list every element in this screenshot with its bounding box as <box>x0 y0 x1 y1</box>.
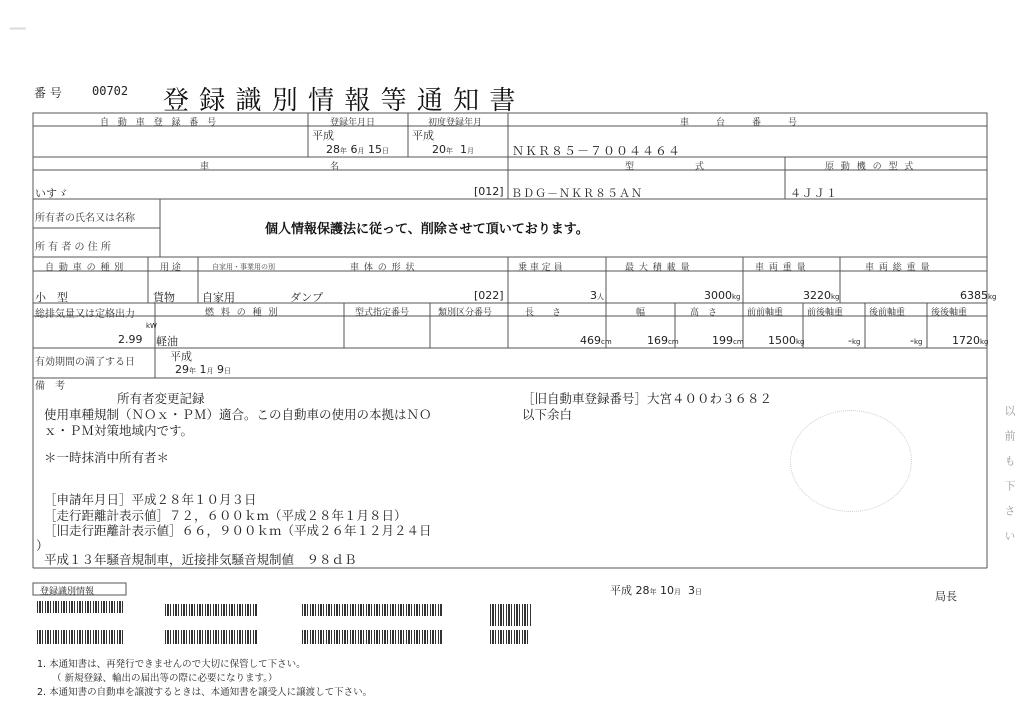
width-label: 幅 <box>636 308 646 318</box>
cm-unit: cm <box>601 338 612 346</box>
reg-date-month: 6 <box>350 143 358 156</box>
weight-value: 3220 <box>803 289 831 302</box>
unit-day: 日 <box>382 147 389 155</box>
note-1: 1. 本通知書は、再発行できませんので大切に保管して下さい。 <box>37 659 306 670</box>
kg-unit: kg <box>732 293 741 301</box>
rf-axle-value: - <box>910 334 914 347</box>
capacity-unit: 人 <box>597 293 604 301</box>
capacity-value: 3 <box>590 289 597 302</box>
id-info-label: 登録識別情報 <box>40 587 95 597</box>
remarks-end: 以下余白 <box>522 407 573 422</box>
code-block-4a <box>490 604 532 626</box>
remarks-line2: 使用車種規制（ＮＯｘ・ＰＭ）適合。この自動車の使用の本拠はＮＯ <box>44 407 432 422</box>
body-code: [022] <box>474 289 504 302</box>
height-value: 199 <box>712 334 733 347</box>
expiry-era: 平成 <box>170 350 192 363</box>
kind-label: 自 動 車 の 種 別 <box>45 263 125 273</box>
issue-era: 平成 <box>610 584 632 597</box>
type-designation-label: 型式指定番号 <box>355 308 410 318</box>
reg-date-label: 登録年月日 <box>330 118 376 128</box>
name-label: 名 <box>330 162 340 172</box>
remarks-line8: ） <box>36 538 49 553</box>
kg-unit: kg <box>831 293 840 301</box>
gross-label: 車 両 総 重 量 <box>865 263 931 273</box>
use: 貨物 <box>153 291 175 304</box>
weight-label: 車 両 重 量 <box>755 263 807 273</box>
kind: 小 型 <box>35 291 68 304</box>
rr-axle-label: 後後軸重 <box>931 308 968 318</box>
rr-axle <box>952 334 989 347</box>
old-reg-number: ［旧自動車登録番号］大宮４００わ３６８２ <box>522 391 773 406</box>
maker: いすゞ <box>35 187 68 200</box>
issue-date <box>610 582 702 598</box>
kg-unit: kg <box>913 338 923 346</box>
owner-name-label: 所有者の氏名又は名称 <box>35 213 135 224</box>
model-code: [012] <box>474 185 504 198</box>
chassis-number: ＮＫＲ８５－７００４４６４ <box>512 144 682 158</box>
code-block-3a <box>302 604 442 616</box>
rf-axle <box>910 334 922 347</box>
stamp-smudge <box>790 410 912 512</box>
code-block-2a <box>165 604 257 616</box>
length-value: 469 <box>580 334 601 347</box>
cm-unit: cm <box>733 338 744 346</box>
capacity-label: 乗 車 定 員 <box>518 263 563 273</box>
unit-year: 年 <box>446 147 453 155</box>
engine-model: ４ＪＪ１ <box>790 187 838 200</box>
max-load-label: 最 大 積 載 量 <box>625 263 691 273</box>
displacement-unit: kW <box>146 322 157 330</box>
unit-year: 年 <box>189 367 196 375</box>
category-label: 類別区分番号 <box>438 308 493 318</box>
kg-unit: kg <box>851 338 861 346</box>
reg-date-year: 28 <box>326 143 340 156</box>
bureau-chief: 局長 <box>935 590 957 603</box>
unit-year: 年 <box>340 147 347 155</box>
page-title: 登 録 識 別 情 報 等 通 知 書 <box>163 86 517 116</box>
engine-label: 原 動 機 の 型 式 <box>825 162 916 172</box>
remarks-line4: ＊一時抹消中所有者＊ <box>44 450 170 465</box>
first-reg-date <box>432 143 474 156</box>
car-label: 車 <box>200 162 210 172</box>
kg-unit: kg <box>980 338 989 346</box>
first-reg-label: 初度登録年月 <box>428 118 483 128</box>
height <box>712 334 744 347</box>
body: ダンプ <box>290 291 324 304</box>
form-label: 式 <box>695 162 705 172</box>
fr-axle <box>848 334 860 347</box>
ff-axle-value: 1500 <box>768 334 796 347</box>
rf-axle-label: 後前軸重 <box>869 308 906 318</box>
fr-axle-value: - <box>848 334 852 347</box>
reg-date <box>326 143 389 156</box>
fuel-label: 燃 料 の 種 別 <box>205 308 280 318</box>
unit-month: 月 <box>674 588 681 596</box>
body-label: 車 体 の 形 状 <box>350 263 416 273</box>
gross-value: 6385 <box>960 289 988 302</box>
code-block-4b <box>490 630 530 644</box>
unit-month: 月 <box>357 147 365 155</box>
kg-unit: kg <box>988 293 997 301</box>
expiry-year: 29 <box>175 363 189 376</box>
chassis-label: 車 台 番 号 <box>680 118 801 128</box>
code-block-2b <box>165 630 257 644</box>
length-label: 長 さ <box>525 308 562 318</box>
remarks-line9: 平成１３年騒音規制車，近接排気騒音規制値 ９８ｄＢ <box>44 552 357 567</box>
reg-number-label: 自 動 車 登 録 番 号 <box>100 118 220 128</box>
model: ＢＤＧ－ＮＫＲ８５ＡＮ <box>511 187 643 200</box>
first-reg-year: 20 <box>432 143 446 156</box>
unit-day: 日 <box>224 367 231 375</box>
reg-date-day: 15 <box>368 143 382 156</box>
width-value: 169 <box>647 334 668 347</box>
kg-unit: kg <box>796 338 805 346</box>
note-1b: （ 新規登録、輸出の届出等の際に必要になります。） <box>52 673 278 684</box>
private: 自家用 <box>202 291 235 304</box>
gross <box>960 289 997 302</box>
remarks-label: 備 考 <box>35 381 65 392</box>
unit-month: 月 <box>206 367 214 375</box>
first-reg-era: 平成 <box>412 129 434 142</box>
privacy-notice: 個人情報保護法に従って、削除させて頂いております。 <box>265 222 589 237</box>
ff-axle <box>768 334 805 347</box>
length <box>580 334 612 347</box>
note-2: 2. 本通知書の自動車を譲渡するときは、本通知書を譲受人に譲渡して下さい。 <box>37 687 373 698</box>
use-label: 用 途 <box>160 263 181 273</box>
displacement: 2.99 <box>118 333 143 346</box>
unit-year: 年 <box>649 588 657 596</box>
rr-axle-value: 1720 <box>952 334 980 347</box>
cm-unit: cm <box>668 338 679 346</box>
width <box>647 334 679 347</box>
height-label: 高 さ <box>690 308 718 318</box>
type-label: 型 <box>625 162 635 172</box>
unit-day: 日 <box>695 588 702 596</box>
fuel: 軽油 <box>156 335 178 348</box>
remarks-line7: ［旧走行距離計表示値］６６，９００ｋｍ（平成２６年１２月２４日 <box>44 523 432 538</box>
issue-month: 10 <box>660 584 674 597</box>
top-left-smudge: ━━ <box>10 22 104 37</box>
code-block-3b <box>302 630 442 644</box>
capacity <box>590 289 604 302</box>
expiry-label: 有効期間の満了する日 <box>35 357 135 368</box>
remarks-line5: ［申請年月日］平成２８年１０月３日 <box>44 492 257 507</box>
fr-axle-label: 前後軸重 <box>807 308 844 318</box>
code-block-1b <box>37 630 123 644</box>
bleed-through-text: 以前も下さい <box>1003 405 1016 555</box>
issue-day: 3 <box>688 584 695 597</box>
weight <box>803 289 840 302</box>
ff-axle-label: 前前軸重 <box>747 308 784 318</box>
remarks-line1: 所有者変更記録 <box>117 391 205 406</box>
unit-month: 月 <box>467 147 474 155</box>
first-reg-month: 1 <box>460 143 467 156</box>
expiry-month: 1 <box>199 363 207 376</box>
displacement-label: 総排気量又は定格出力 <box>35 309 135 320</box>
issue-year: 28 <box>635 584 650 597</box>
owner-address-label: 所 有 者 の 住 所 <box>35 242 111 253</box>
number-value: 00702 <box>92 84 129 98</box>
expiry-date <box>175 363 231 376</box>
remarks-line3: ｘ・ＰＭ対策地域内です。 <box>44 423 194 438</box>
number-label: 番 号 <box>34 86 62 100</box>
private-label: 自家用・事業用の別 <box>212 263 275 271</box>
code-block-1a <box>37 601 123 613</box>
max-load-value: 3000 <box>704 289 732 302</box>
max-load <box>704 289 741 302</box>
expiry-day: 9 <box>217 363 224 376</box>
reg-date-era: 平成 <box>312 129 334 142</box>
remarks-line6: ［走行距離計表示値］７２，６００ｋｍ（平成２８年１月８日） <box>44 508 407 523</box>
